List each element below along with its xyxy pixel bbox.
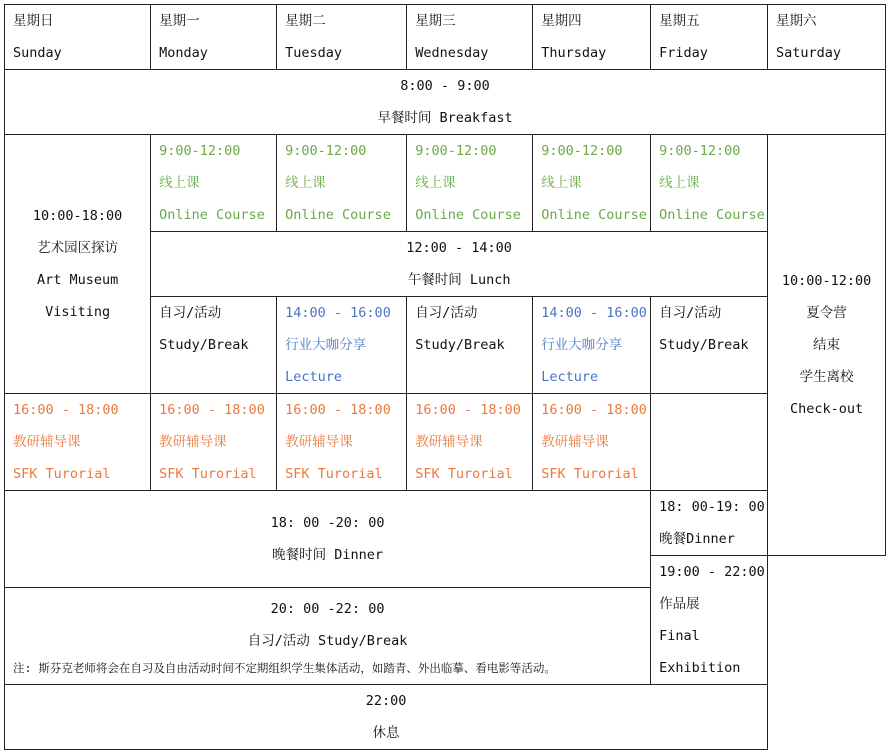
evening-study-cell: 20: 00 -22: 00 自习/活动 Study/Break 注: 斯芬克老师将会在自习及自由活动时间不定期组织学生集体活动，如踏青、外出临摹、看电影等活动。: [5, 588, 651, 685]
online-course-friday: 9:00-12:00 线上课 Online Course: [651, 135, 768, 232]
tutorial-friday: 16:00 - 18:00 教研辅导课 SFK Turorial: [533, 394, 651, 491]
lunch-cell: 12:00 - 14:00 午餐时间 Lunch: [151, 232, 768, 297]
tutorial-thursday: 16:00 - 18:00 教研辅导课 SFK Turorial: [407, 394, 533, 491]
online-course-thursday: 9:00-12:00 线上课 Online Course: [533, 135, 651, 232]
final-exhibition-cell: 19:00 - 22:00 作品展 Final Exhibition: [651, 556, 768, 685]
friday-dinner-cell: 18: 00-19: 00 晚餐Dinner: [651, 491, 768, 556]
sunday-art-visit-cell: 10:00-18:00 艺术园区探访 Art Museum Visiting: [5, 135, 151, 394]
online-course-wednesday: 9:00-12:00 线上课 Online Course: [407, 135, 533, 232]
online-course-tuesday: 9:00-12:00 线上课 Online Course: [277, 135, 407, 232]
lecture-tuesday: 14:00 - 16:00 行业大咖分享 Lecture: [277, 297, 407, 394]
header-tuesday: 星期二 Tuesday: [277, 5, 407, 70]
header-monday: 星期一 Monday: [151, 5, 277, 70]
lecture-thursday: 14:00 - 16:00 行业大咖分享 Lecture: [533, 297, 651, 394]
tutorial-wednesday: 16:00 - 18:00 教研辅导课 SFK Turorial: [277, 394, 407, 491]
header-thursday: 星期四 Thursday: [533, 5, 651, 70]
header-friday: 星期五 Friday: [651, 5, 768, 70]
header-wednesday: 星期三 Wednesday: [407, 5, 533, 70]
study-break-wednesday: 自习/活动 Study/Break: [407, 297, 533, 394]
study-break-friday: 自习/活动 Study/Break: [651, 297, 768, 394]
tutorial-tuesday: 16:00 - 18:00 教研辅导课 SFK Turorial: [151, 394, 277, 491]
header-saturday: 星期六 Saturday: [768, 5, 886, 70]
dinner-cell: 18: 00 -20: 00 晚餐时间 Dinner: [5, 491, 651, 588]
header-sunday: 星期日 Sunday: [5, 5, 151, 70]
saturday-checkout-cell: 10:00-12:00 夏令营 结束 学生离校 Check-out: [768, 135, 886, 556]
online-course-monday: 9:00-12:00 线上课 Online Course: [151, 135, 277, 232]
tutorial-monday: 16:00 - 18:00 教研辅导课 SFK Turorial: [5, 394, 151, 491]
header-row: [5, 5, 886, 70]
study-break-monday: 自习/活动 Study/Break: [151, 297, 277, 394]
breakfast-cell: 8:00 - 9:00 早餐时间 Breakfast: [5, 70, 886, 135]
rest-cell: 22:00 休息: [5, 685, 768, 750]
activity-note: 注: 斯芬克老师将会在自习及自由活动时间不定期组织学生集体活动，如踏青、外出临摹、看电影等活动。: [13, 661, 556, 675]
schedule-table: [4, 4, 886, 750]
